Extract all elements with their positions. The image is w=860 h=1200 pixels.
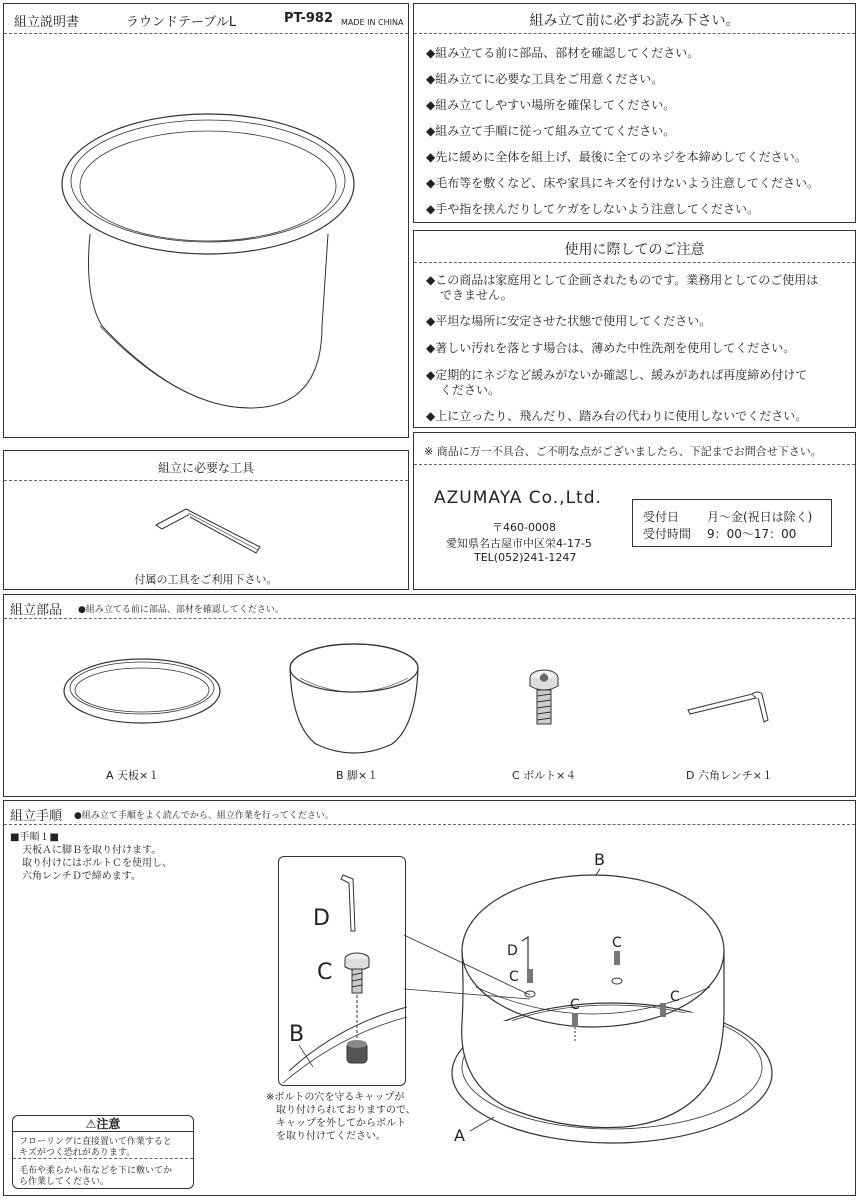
usage-panel: [413, 230, 856, 428]
caution-line: ら作業してください。: [19, 1177, 110, 1187]
before-assembly-header: [414, 4, 855, 34]
doc-type: 組立説明書: [14, 15, 80, 30]
step-line: 六角レンチＤで締めます。: [22, 871, 141, 882]
usage-header: [414, 231, 855, 263]
contact-panel: [413, 432, 856, 590]
label-d: D: [313, 906, 330, 931]
part-label-d: D 六角レンチ×１: [686, 769, 773, 782]
caution-divider: [13, 1158, 193, 1159]
label-b-main: B: [594, 850, 605, 869]
part-b-leg: [286, 636, 466, 756]
label-c-main: C: [612, 935, 622, 951]
cap-note-line: キャップを外してからボルト: [276, 1118, 406, 1129]
part-c-bolt: [522, 666, 582, 746]
contact-note: ※ 商品に万一不具合、ご不明な点がございましたら、下記までお問合せ下さい。: [424, 445, 822, 458]
hours-box: [632, 499, 832, 547]
hours-days-label: 受付日: [643, 510, 680, 524]
step-line: 天板Ａに脚Ｂを取り付けます。: [22, 845, 162, 856]
product-panel: [3, 3, 409, 438]
cap-note-line: 取り付けられておりますので、: [276, 1105, 416, 1116]
caution-box: [12, 1115, 194, 1189]
parts-note: ●組み立てる前に部品、部材を確認してください。: [78, 605, 284, 615]
detail-drawing: [279, 857, 407, 1087]
list-item: ◆上に立ったり、飛んだり、踏み台の代わりに使用しないでください。: [426, 409, 808, 423]
procedure-panel: [3, 800, 856, 1196]
postal-code: 〒460-0008: [492, 521, 556, 534]
tools-header: [4, 451, 408, 481]
label-c: C: [317, 960, 333, 985]
part-label-b: B 脚×１: [336, 769, 379, 782]
parts-title: 組立部品: [10, 603, 63, 618]
part-d-hex-wrench: [686, 688, 796, 738]
part-label-a: A 天板×１: [106, 769, 160, 782]
before-assembly-panel: [413, 3, 856, 223]
label-c-main: C: [509, 969, 519, 985]
caution-line: フローリングに直接置いて作業すると: [19, 1137, 172, 1147]
hours-days-value: 月〜金(祝日は除く): [707, 510, 813, 524]
part-a-tabletop: [58, 650, 258, 750]
cap-note-line: ※ボルトの穴を守るキャップが: [266, 1092, 405, 1103]
table-illustration: [4, 36, 410, 436]
list-item: ◆定期的にネジなど緩みがないか確認し、緩みがあれば再度締め付けて: [426, 368, 808, 382]
company-name: AZUMAYA Co.,Ltd.: [434, 488, 602, 508]
detail-inset: [278, 856, 406, 1086]
list-item: ◆組み立てしやすい場所を確保してください。: [426, 98, 676, 112]
before-assembly-title: 組み立て前に必ずお読み下さい。: [529, 13, 740, 29]
list-item-cont: ください。: [440, 383, 501, 397]
contact-header: [414, 433, 855, 465]
tools-panel: [3, 450, 409, 590]
list-item: ◆手や指を挟んだりしてケガをしないよう注意してください。: [426, 202, 759, 216]
list-item: ◆先に緩めに全体を組上げ、最後に全てのネジを本締めしてください。: [426, 150, 807, 164]
warning-icon: ⚠: [85, 1117, 97, 1131]
list-item: ◆この商品は家庭用として企画されたものです。業務用としてのご使用は: [426, 273, 819, 287]
tools-title: 組立に必要な工具: [157, 461, 254, 475]
hex-wrench-icon: [152, 503, 292, 563]
list-item: ◆組み立てに必要な工具をご用意ください。: [426, 72, 664, 86]
caution-line: キズがつく恐れがあります。: [19, 1148, 136, 1158]
caution-title: 注意: [96, 1117, 121, 1131]
part-label-c: C ボルト×４: [512, 769, 577, 782]
parts-header: [4, 595, 855, 619]
label-c-main: C: [670, 989, 680, 1005]
cap-note-line: を取り付けてください。: [276, 1131, 386, 1142]
hours-time-label: 受付時間: [643, 527, 692, 541]
procedure-title: 組立手順: [10, 809, 63, 824]
list-item: ◆平坦な場所に安定させた状態で使用してください。: [426, 314, 712, 328]
origin-label: MADE IN CHINA: [341, 18, 404, 27]
list-item: ◆毛布等を敷くなど、床や家具にキズを付けないよう注意してください。: [426, 176, 819, 190]
product-name: ラウンドテーブルL: [126, 15, 237, 30]
caution-header: [13, 1116, 193, 1132]
caution-line: 毛布や柔らかい布などを下に敷いてか: [19, 1166, 173, 1176]
step-title: ■手順１■: [10, 832, 59, 843]
procedure-note: ●組み立て手順をよく読んでから、組立作業を行ってください。: [74, 811, 334, 821]
hours-time-value: 9：00〜17：00: [707, 527, 797, 541]
label-a-main: A: [454, 1126, 465, 1145]
model-number: PT-982: [284, 11, 334, 26]
list-item-cont: できません。: [440, 288, 513, 302]
procedure-header: [4, 801, 855, 825]
step-line: 取り付けにはボルトＣを使用し、: [22, 858, 172, 869]
tools-note: 付属の工具をご利用下さい。: [134, 573, 278, 586]
list-item: ◆著しい汚れを落とす場合は、薄めた中性洗剤を使用してください。: [426, 341, 796, 355]
label-b-inset: B: [289, 1022, 305, 1047]
list-item: ◆組み立て手順に従って組み立ててください。: [426, 124, 676, 138]
telephone: TEL(052)241-1247: [474, 551, 577, 564]
parts-panel: [3, 594, 856, 797]
usage-title: 使用に際してのご注意: [564, 242, 705, 258]
product-header: [4, 4, 408, 34]
assembly-drawing: [424, 851, 844, 1191]
label-c-main: C: [570, 997, 580, 1013]
address: 愛知県名古屋市中区栄4-17-5: [446, 537, 592, 550]
list-item: ◆組み立てる前に部品、部材を確認してください。: [426, 46, 700, 60]
label-d-main: D: [507, 943, 518, 959]
